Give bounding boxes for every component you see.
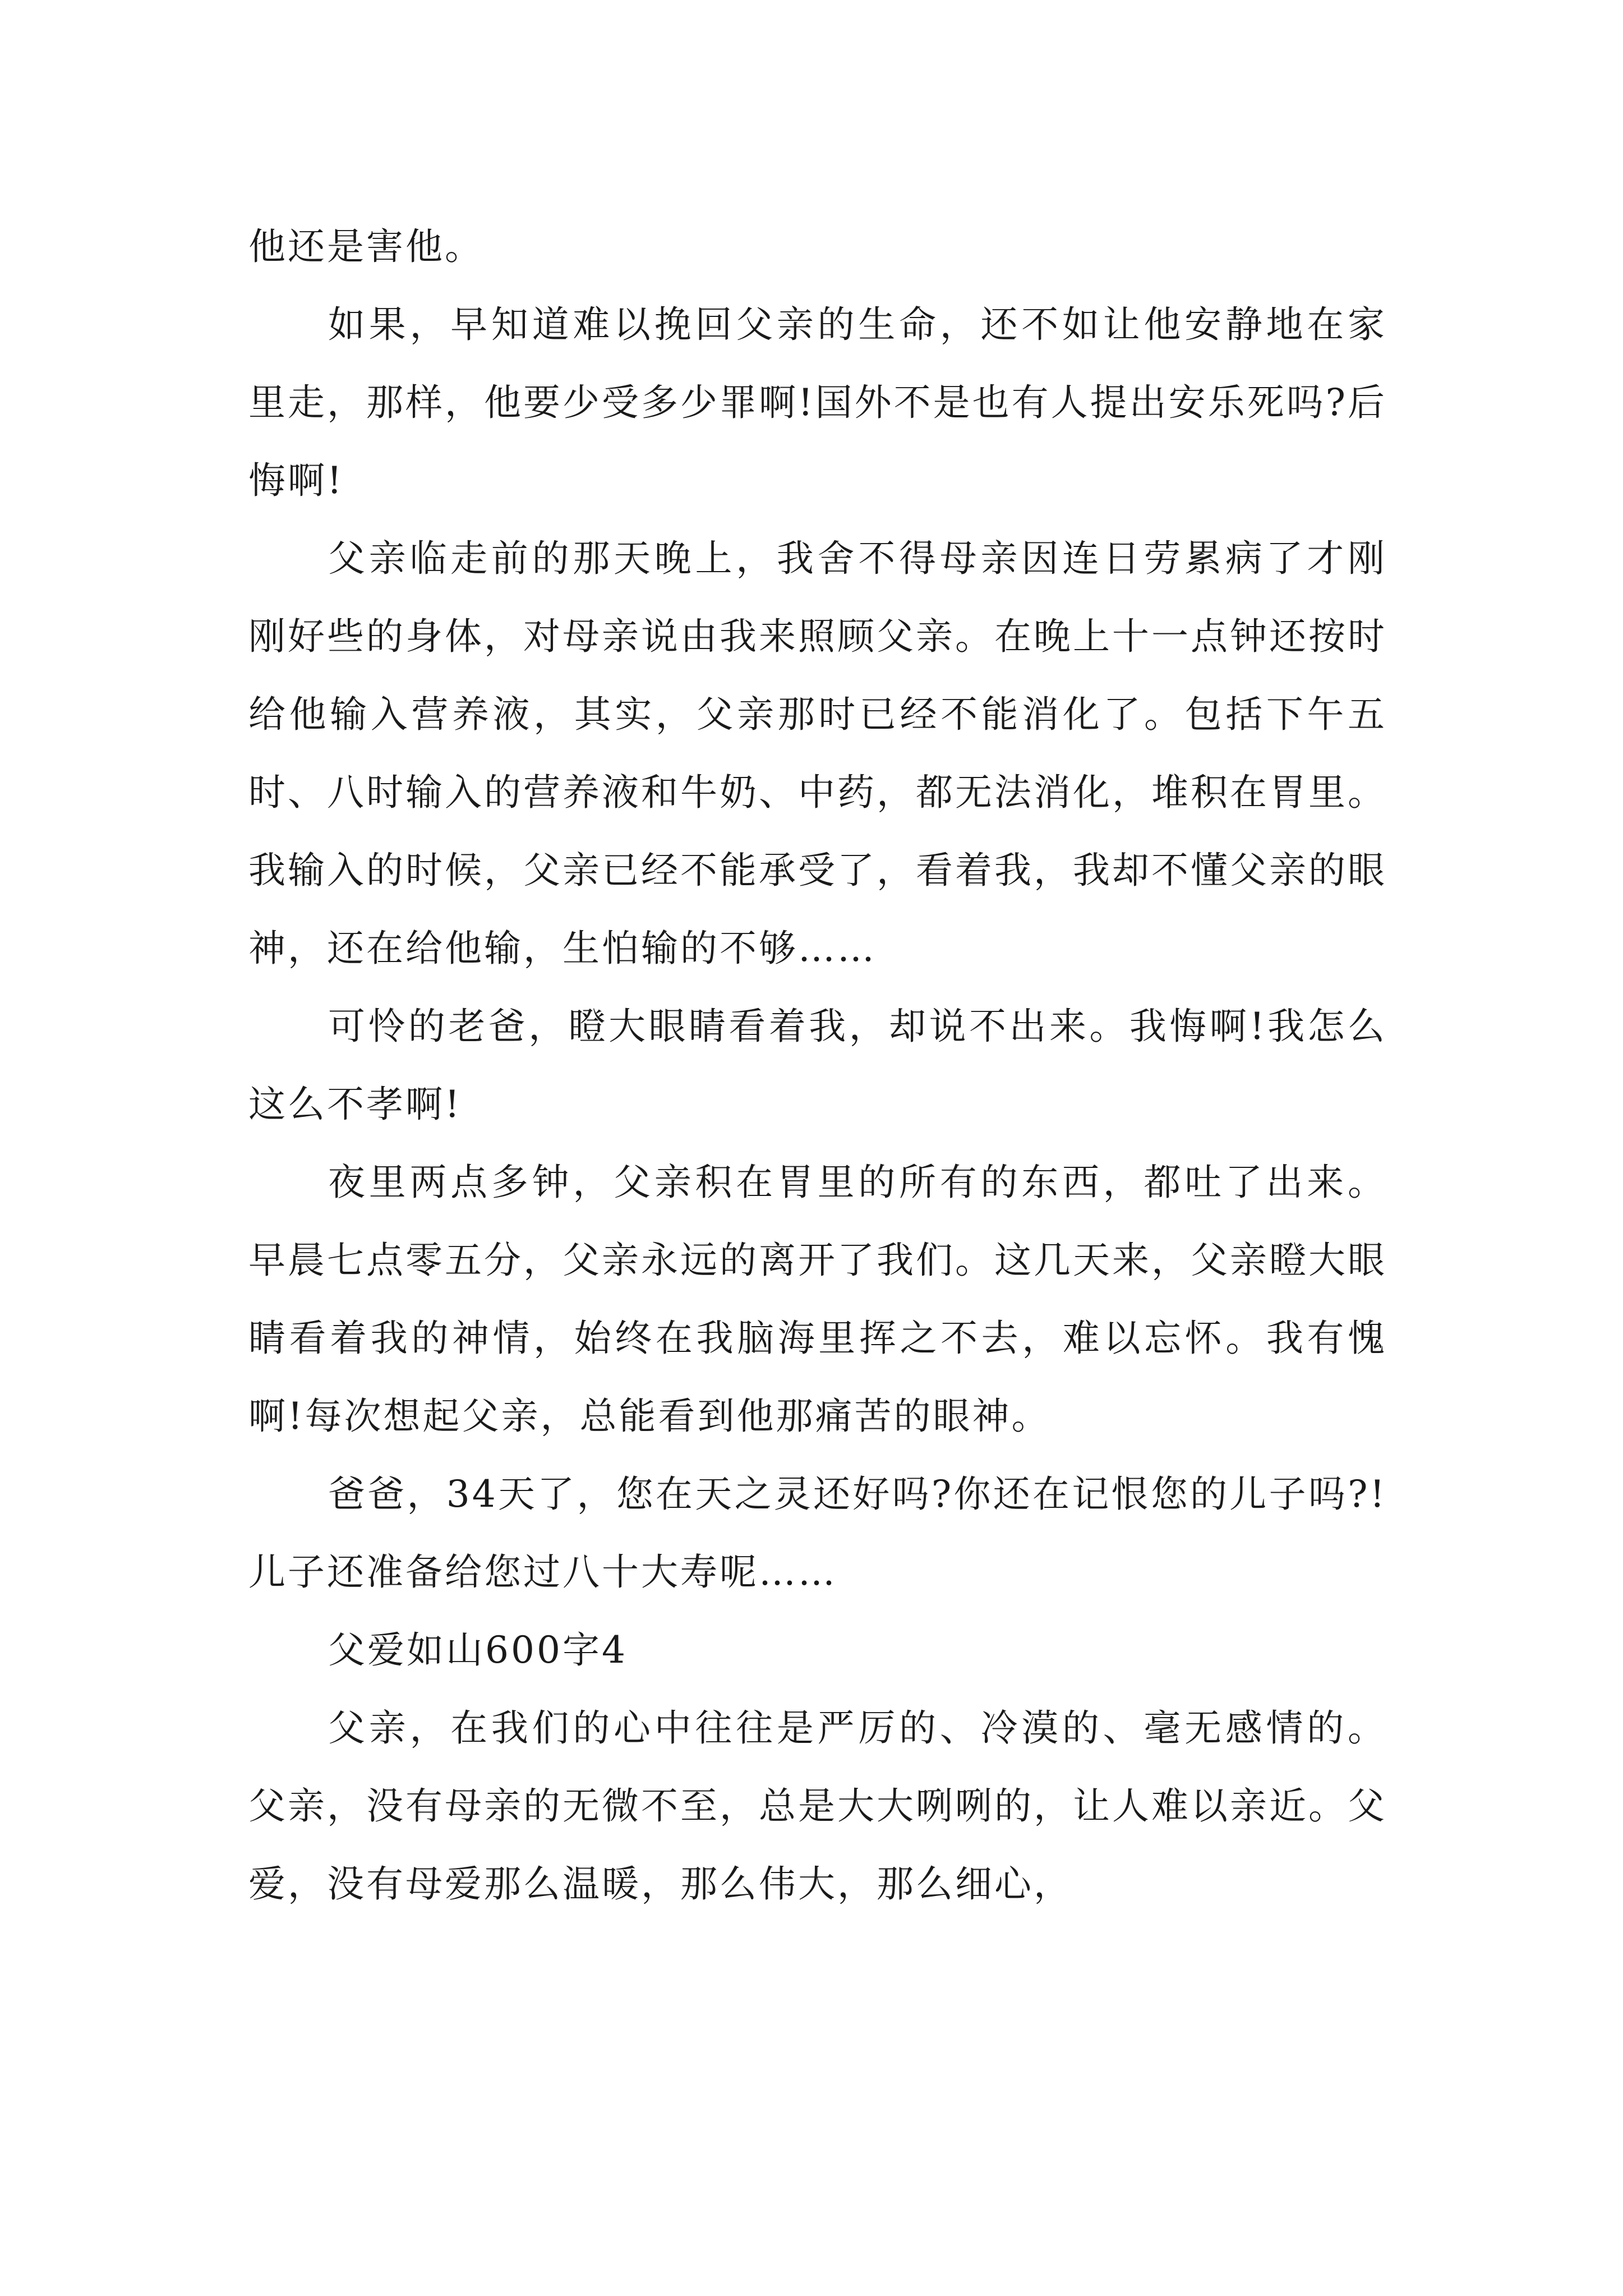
paragraph-7: 父亲，在我们的心中往往是严厉的、冷漠的、毫无感情的。父亲，没有母亲的无微不至，总是大大咧咧的，让人难以亲近。父爱，没有母爱那么温暖，那么伟大，那么细心， [248, 1706, 1387, 1906]
document-body [248, 208, 1387, 1923]
paragraph-5: 夜里两点多钟，父亲积在胃里的所有的东西，都吐了出来。早晨七点零五分，父亲永远的离开了我们。这几天来，父亲瞪大眼睛看着我的神情，始终在我脑海里挥之不去，难以忘怀。我有愧啊!每次想起父亲，总能看到他那痛苦的眼神。 [248, 1161, 1387, 1438]
paragraph-4: 可怜的老爸，瞪大眼睛看着我，却说不出来。我悔啊!我怎么这么不孝啊! [248, 1005, 1387, 1126]
paragraph-2: 如果，早知道难以挽回父亲的生命，还不如让他安静地在家里走，那样，他要少受多少罪啊!国外不是也有人提出安乐死吗?后悔啊! [248, 303, 1387, 502]
section-heading: 父爱如山600字4 [328, 1628, 628, 1672]
paragraph-3: 父亲临走前的那天晚上，我舍不得母亲因连日劳累病了才刚刚好些的身体，对母亲说由我来照顾父亲。在晚上十一点钟还按时给他输入营养液，其实，父亲那时已经不能消化了。包括下午五时、八时输入的营养液和牛奶、中药，都无法消化，堆积在胃里。我输入的时候，父亲已经不能承受了，看着我，我却不懂父亲的眼神，还在给他输，生怕输的不够…… [248, 537, 1387, 970]
paragraph-6: 爸爸，34天了，您在天之灵还好吗?你还在记恨您的儿子吗?!儿子还准备给您过八十大寿呢…… [248, 1473, 1387, 1594]
paragraph-1: 他还是害他。 [248, 225, 484, 268]
